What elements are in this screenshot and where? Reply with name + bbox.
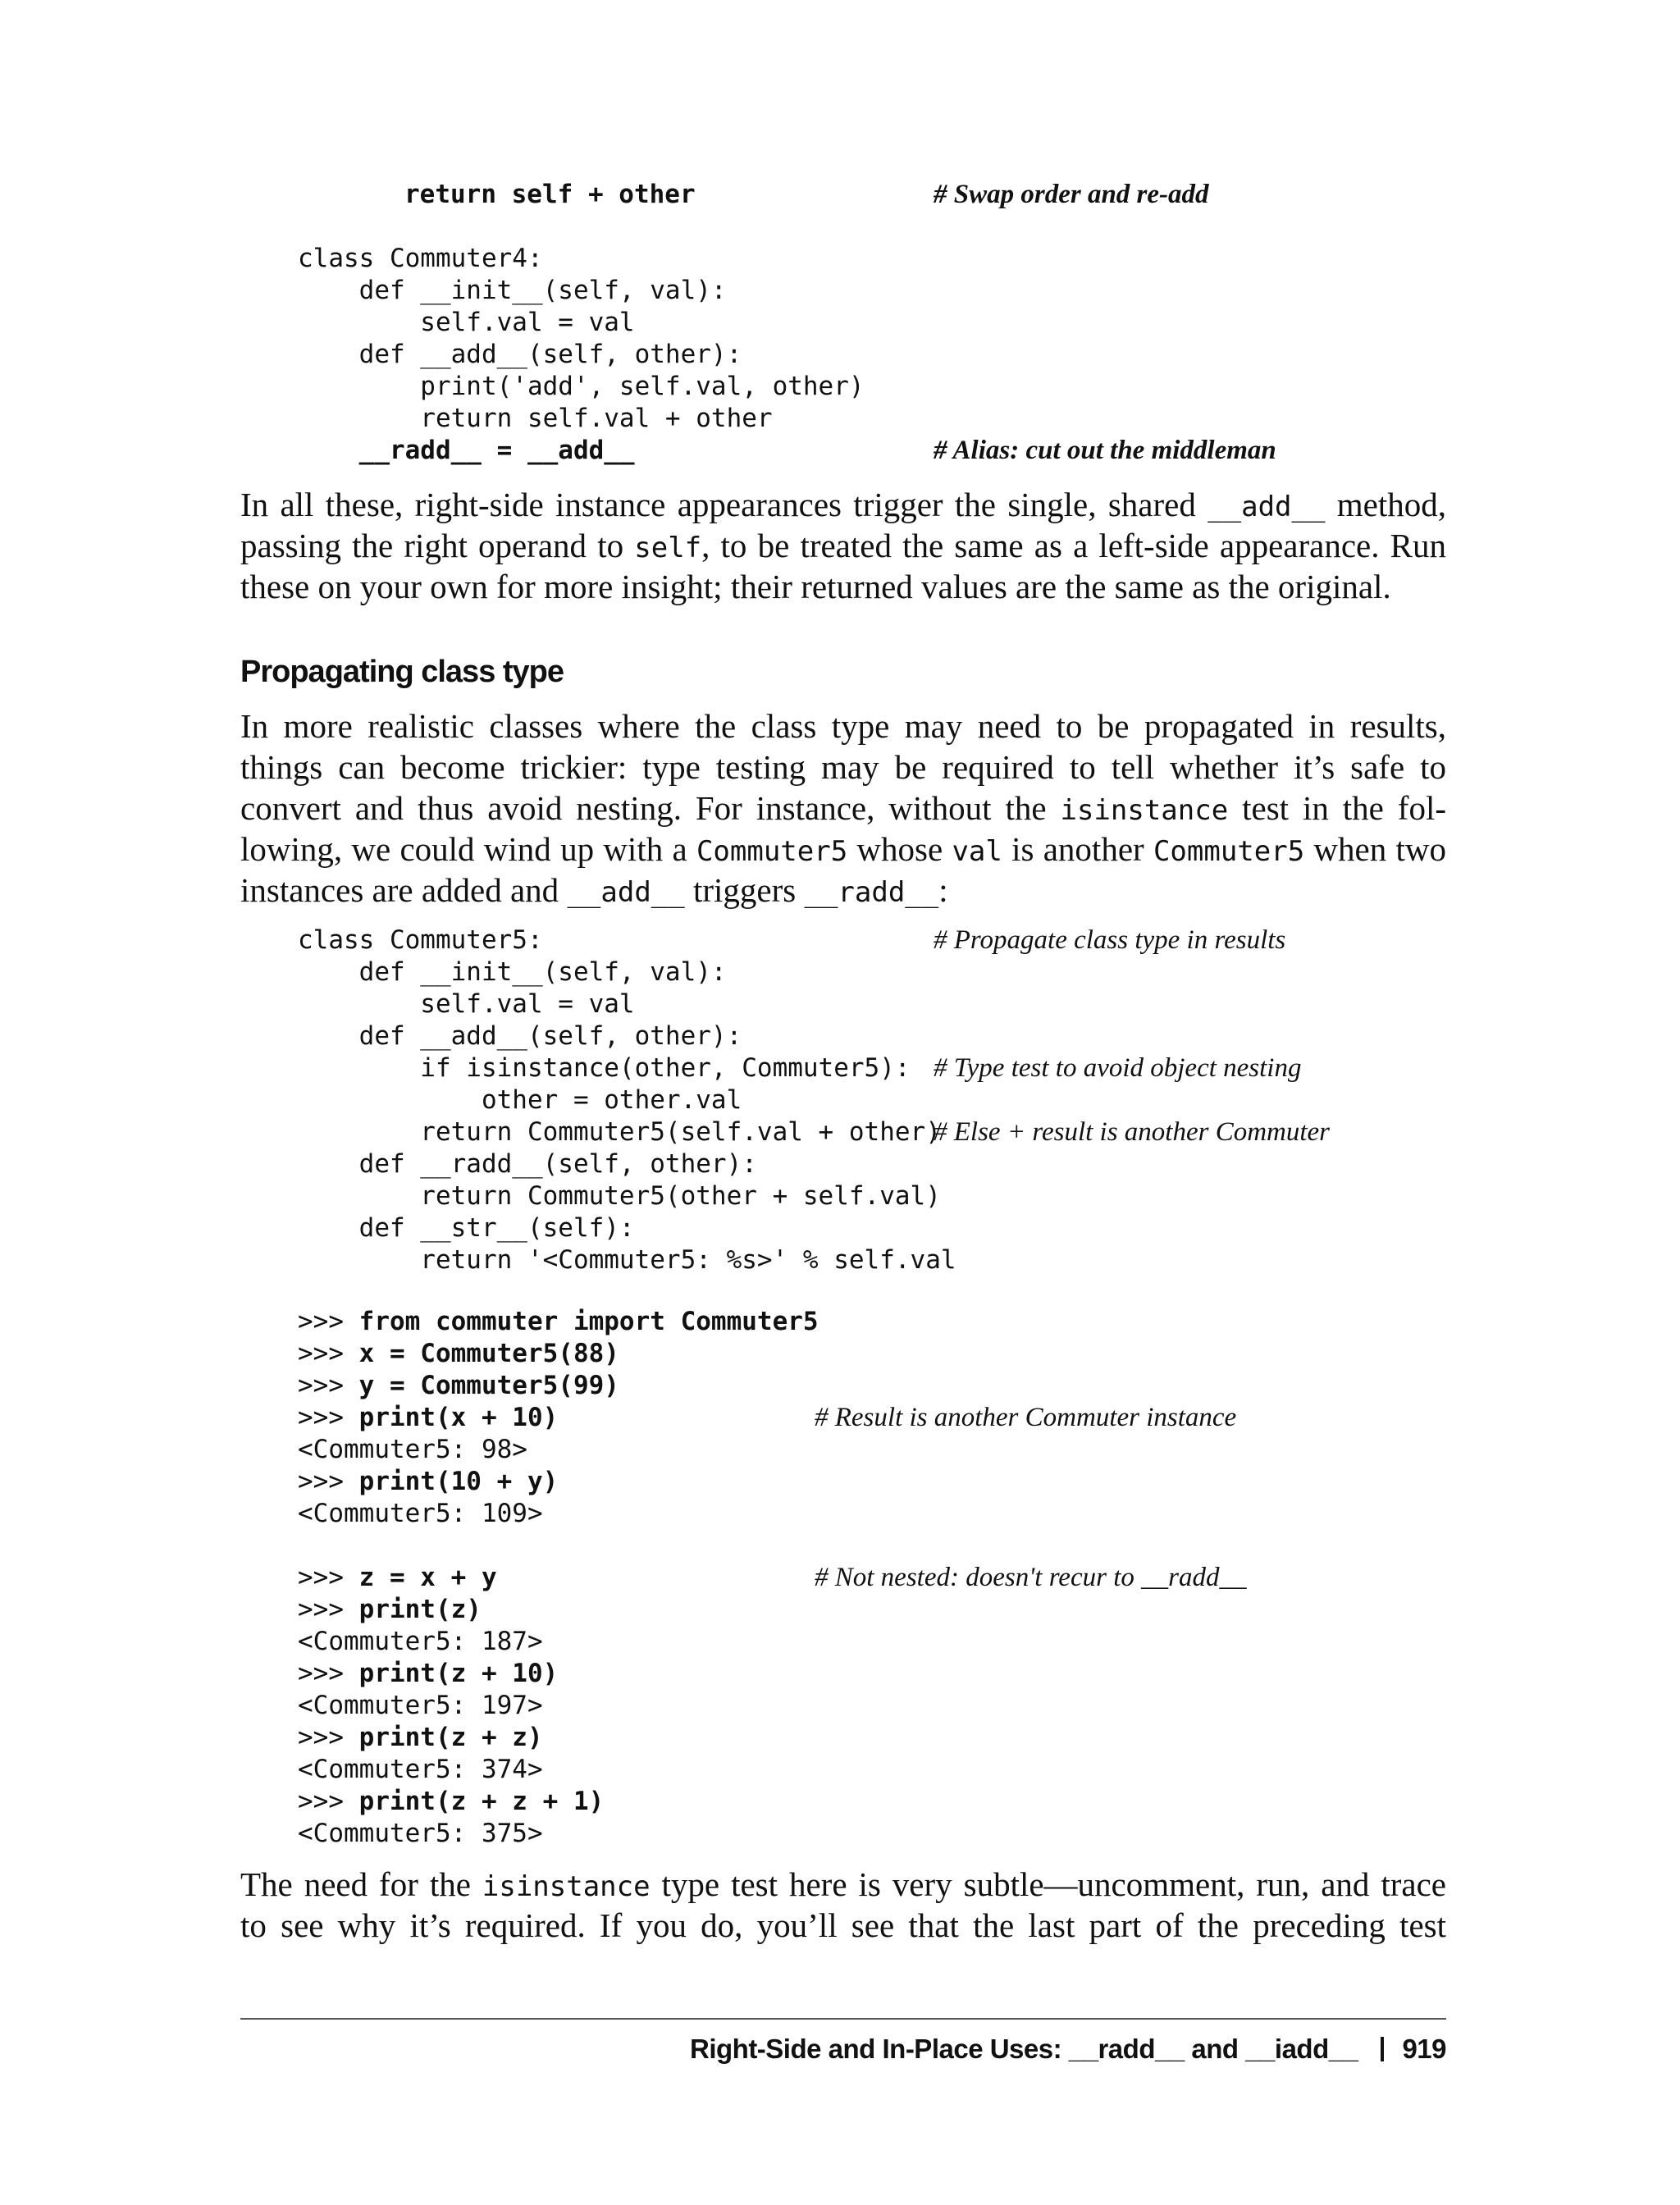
code-comment: # Propagate class type in results <box>934 925 1286 955</box>
code-line <box>0 339 1680 371</box>
repl-output: <Commuter5: 197> <box>298 1691 543 1720</box>
repl-prompt: >>> <box>298 1307 359 1336</box>
code-line <box>0 1530 1680 1562</box>
code-text <box>298 1466 558 1498</box>
code-line <box>0 1402 1680 1434</box>
code-line <box>0 1594 1680 1626</box>
text-line <box>240 1905 1446 1946</box>
code-text: def __init__(self, val): <box>298 276 727 305</box>
text-line <box>240 788 1446 829</box>
code-line <box>0 1562 1680 1594</box>
code-text <box>298 1658 558 1690</box>
text-run: triggers <box>684 871 805 909</box>
text-run: is another <box>1002 830 1153 868</box>
code-line <box>0 1690 1680 1722</box>
code-text: if isinstance(other, Commuter5): <box>298 1053 911 1083</box>
inline-code: __add__ <box>567 876 685 909</box>
text-run: In all these, right-side instance appearances trigger the single, shared <box>240 486 1208 523</box>
repl-prompt: >>> <box>298 1403 359 1432</box>
code-line <box>0 371 1680 403</box>
paragraph-propagating <box>240 705 1446 911</box>
code-line <box>0 1212 1680 1244</box>
repl-command: print(z + z) <box>358 1723 543 1752</box>
code-line <box>0 1466 1680 1498</box>
code-text: def __radd__(self, other): <box>298 1149 757 1179</box>
section-heading: Propagating class type <box>240 655 564 689</box>
code-text: __radd__ = __add__ <box>298 436 635 465</box>
text-run: whose <box>847 830 952 868</box>
code-comment: # Else + result is another Commuter <box>934 1117 1331 1147</box>
code-line <box>0 1084 1680 1116</box>
code-line <box>0 1338 1680 1370</box>
footer-rule <box>240 2018 1446 2020</box>
code-text: class Commuter5: <box>298 925 543 955</box>
text-run: convert and thus avoid nesting. For instance, without the <box>240 789 1061 827</box>
code-line <box>0 435 1680 467</box>
code-line <box>0 924 1680 956</box>
code-line <box>0 1818 1680 1850</box>
code-text: def __init__(self, val): <box>298 957 727 987</box>
text-run: The need for the <box>240 1865 482 1903</box>
text-run: things can become trickier: type testing may be required to tell whether it’s safe to <box>240 748 1446 786</box>
code-line <box>0 1306 1680 1338</box>
code-text: def __add__(self, other): <box>298 1021 742 1051</box>
code-line <box>0 1626 1680 1658</box>
code-line <box>0 1786 1680 1818</box>
repl-command: y = Commuter5(99) <box>358 1371 619 1400</box>
code-comment: # Swap order and re-add <box>934 180 1209 209</box>
code-text <box>298 1370 619 1402</box>
code-text <box>298 1594 482 1626</box>
inline-code: Commuter5 <box>1153 835 1305 868</box>
repl-output: <Commuter5: 374> <box>298 1755 543 1784</box>
text-run: In more realistic classes where the class type may need to be propagated in results, <box>240 707 1446 745</box>
page-footer <box>240 2030 1446 2067</box>
code-line <box>0 1116 1680 1148</box>
code-comment: # Result is another Commuter instance <box>815 1403 1237 1432</box>
repl-output: <Commuter5: 109> <box>298 1499 543 1528</box>
code-text: print('add', self.val, other) <box>298 372 865 401</box>
code-text <box>298 1306 819 1338</box>
repl-output: <Commuter5: 98> <box>298 1435 527 1464</box>
text-run: : <box>938 871 948 909</box>
code-line <box>0 1180 1680 1212</box>
code-text: def __add__(self, other): <box>298 340 742 369</box>
repl-prompt: >>> <box>298 1723 359 1752</box>
code-line <box>0 1434 1680 1466</box>
code-line <box>0 1020 1680 1052</box>
inline-code: Commuter5 <box>696 835 848 868</box>
text-line <box>240 705 1446 746</box>
footer-separator <box>1381 2037 1384 2061</box>
text-run: type test here is very subtle—uncomment, run, and trace <box>650 1865 1446 1903</box>
code-comment: # Type test to avoid object nesting <box>934 1053 1302 1083</box>
code-line <box>0 1370 1680 1402</box>
code-line <box>0 1052 1680 1084</box>
code-text: def __str__(self): <box>298 1213 635 1243</box>
code-comment: # Not nested: doesn't recur to __radd__ <box>815 1563 1247 1592</box>
repl-command: from commuter import Commuter5 <box>358 1307 819 1336</box>
code-line <box>0 1754 1680 1786</box>
text-line <box>240 746 1446 788</box>
text-run: when two <box>1304 830 1446 868</box>
inline-code: self <box>634 532 702 564</box>
code-text <box>298 1402 558 1434</box>
code-text <box>298 1338 619 1370</box>
repl-prompt: >>> <box>298 1787 359 1816</box>
code-line <box>0 275 1680 307</box>
text-line <box>240 484 1446 525</box>
text-run: , to be treated the same as a left-side appearance. Run <box>701 527 1446 564</box>
repl-command: print(z + 10) <box>358 1659 559 1688</box>
code-comment: # Alias: cut out the middleman <box>934 436 1276 465</box>
code-line <box>0 179 1680 211</box>
code-text <box>298 1562 497 1594</box>
repl-command: print(z + z + 1) <box>358 1787 605 1816</box>
text-line <box>240 829 1446 870</box>
inline-code: val <box>952 835 1002 868</box>
text-run: lowing, we could wind up with a <box>240 830 696 868</box>
code-text: self.val = val <box>298 989 635 1019</box>
code-text: return Commuter5(self.val + other) <box>298 1117 941 1147</box>
inline-code: __radd__ <box>804 876 939 909</box>
text-line <box>240 870 1446 911</box>
code-text: return self + other <box>404 180 696 209</box>
code-line <box>0 307 1680 339</box>
inline-code: isinstance <box>482 1870 651 1903</box>
repl-output: <Commuter5: 375> <box>298 1819 543 1848</box>
repl-command: x = Commuter5(88) <box>358 1339 619 1368</box>
code-line <box>0 1244 1680 1276</box>
code-line <box>0 1148 1680 1180</box>
code-line <box>0 1498 1680 1530</box>
text-run: method, <box>1325 486 1447 523</box>
paragraph-isinstance <box>240 1864 1446 1946</box>
text-run: test in the fol- <box>1228 789 1446 827</box>
code-line <box>0 243 1680 275</box>
code-text <box>298 1786 604 1818</box>
repl-command: print(x + 10) <box>358 1403 559 1432</box>
code-text: self.val = val <box>298 308 635 337</box>
repl-prompt: >>> <box>298 1371 359 1400</box>
text-run: to see why it’s required. If you do, you’ll see that the last part of the preceding test <box>240 1906 1446 1944</box>
repl-prompt: >>> <box>298 1467 359 1496</box>
code-line <box>0 956 1680 988</box>
footer-section-title: Right-Side and In-Place Uses: __radd__ and __iadd__ <box>690 2034 1358 2064</box>
repl-command: z = x + y <box>358 1563 497 1592</box>
code-line <box>0 403 1680 435</box>
code-text: return self.val + other <box>298 404 773 433</box>
repl-prompt: >>> <box>298 1339 359 1368</box>
code-line <box>0 1658 1680 1690</box>
code-line <box>0 988 1680 1020</box>
code-text <box>298 1722 543 1754</box>
code-text: other = other.val <box>298 1085 742 1115</box>
repl-output: <Commuter5: 187> <box>298 1627 543 1656</box>
inline-code: __add__ <box>1208 491 1326 523</box>
code-line <box>0 211 1680 243</box>
code-text: return '<Commuter5: %s>' % self.val <box>298 1245 956 1275</box>
text-run: instances are added and <box>240 871 568 909</box>
text-run: passing the right operand to <box>240 527 635 564</box>
text-line <box>240 566 1446 607</box>
paragraph-right-side <box>240 484 1446 607</box>
repl-prompt: >>> <box>298 1563 359 1592</box>
repl-prompt: >>> <box>298 1595 359 1624</box>
repl-prompt: >>> <box>298 1659 359 1688</box>
repl-command: print(10 + y) <box>358 1467 559 1496</box>
text-line <box>240 1864 1446 1905</box>
page-number: 919 <box>1402 2034 1446 2064</box>
code-text: return Commuter5(other + self.val) <box>298 1181 941 1211</box>
text-run: these on your own for more insight; their returned values are the same as the original. <box>240 568 1391 605</box>
text-line <box>240 525 1446 566</box>
inline-code: isinstance <box>1060 794 1229 827</box>
code-text: class Commuter4: <box>298 244 543 273</box>
code-line <box>0 1722 1680 1754</box>
repl-command: print(z) <box>358 1595 482 1624</box>
